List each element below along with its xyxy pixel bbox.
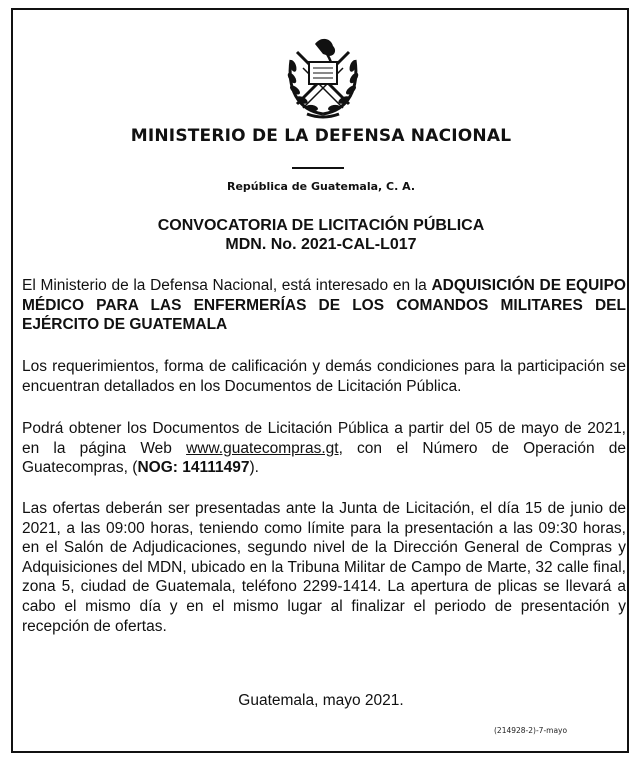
paragraph-documents [22,419,626,478]
guatemala-coat-of-arms-icon [281,30,365,122]
paragraph-intro-text: El Ministerio de la Defensa Nacional, está interesado en la [22,277,432,294]
paragraph-offers: Las ofertas deberán ser presentadas ante la Junta de Licitación, el día 15 de junio de 2021, a las 09:00 horas, teniendo como límite para la presentación a las 09:30 horas, en el Salón de Adjudicaciones, segundo nivel de la Dirección General de Compras y Adquisiciones del MDN, ubicado en la Tribuna Militar de Campo de Marte, 32 calle final, zona 5, ciudad de Guatemala, teléfono 2299-1414. La apertura de plicas se llevará a cabo el mismo día y en el mismo lugar al finalizar el periodo de presentación y recepción de ofertas. [22,500,626,635]
paragraph-documents-text-a: Podrá obtener los Documentos de Licitación Pública a partir del 05 de mayo de 2021, en la página Web [22,420,626,457]
tender-title [0,216,642,254]
paragraph-requirements: Los requerimientos, forma de calificación y demás condiciones para la participación se encuentran detallados en los Documentos de Licitación Pública. [22,358,626,395]
ministry-title: MINISTERIO DE LA DEFENSA NACIONAL [130,126,512,146]
nog-number: NOG: 14111497 [137,459,250,477]
closing-date: Guatemala, mayo 2021. [238,692,404,709]
title-divider [292,167,344,169]
paragraph-documents-text-c: ). [249,459,259,477]
paragraph-documents-text-b: , con el Número de Operación de Guatecompras, ( [22,439,627,477]
tender-title-line1: CONVOCATORIA DE LICITACIÓN PÚBLICA [157,217,485,234]
republic-subtitle: República de Guatemala, C. A. [226,180,416,193]
publication-code: (214928-2)-7-mayo [494,726,568,735]
guatecompras-link[interactable]: www.guatecompras.gt [186,439,339,457]
tender-number: MDN. No. 2021-CAL-L017 [225,236,417,253]
paragraph-intro [22,276,626,335]
procurement-subject: ADQUISICIÓN DE EQUIPO MÉDICO PARA LAS ENFERMERÍAS DE LOS COMANDOS MILITARES DEL EJÉRCITO DE GUATEMALA [22,277,626,334]
